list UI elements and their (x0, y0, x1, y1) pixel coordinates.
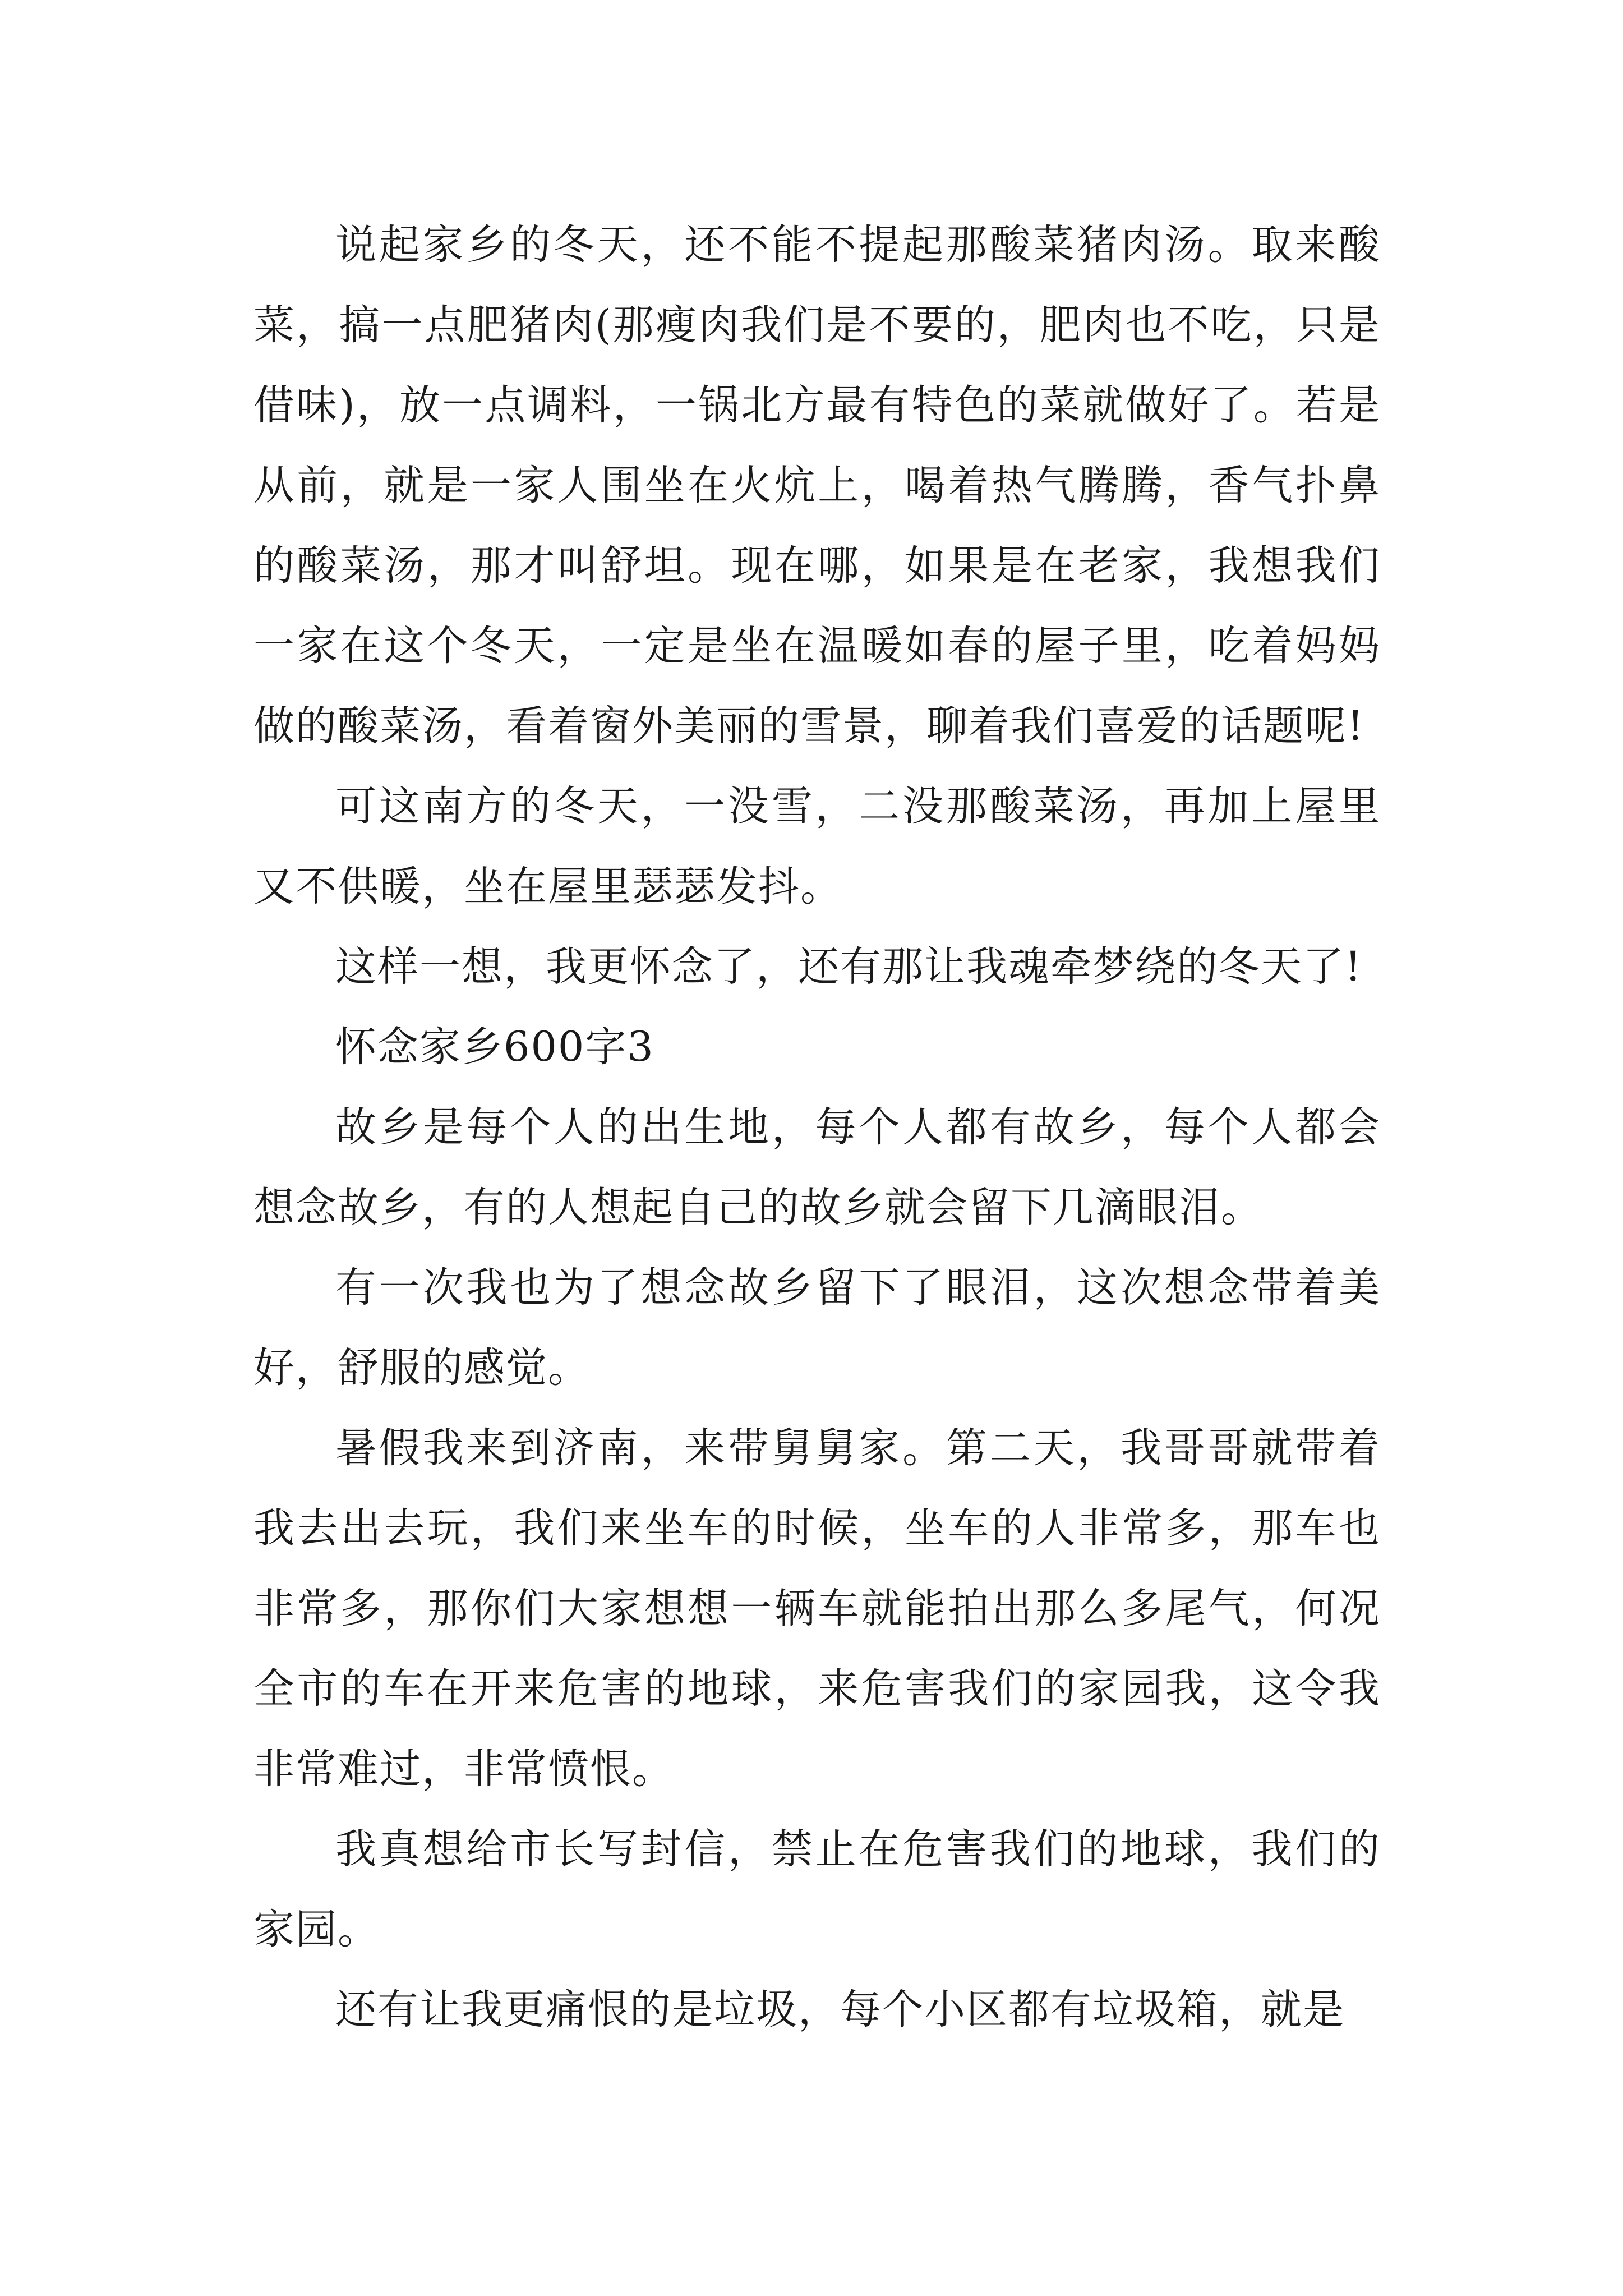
paragraph: 这样一想，我更怀念了，还有那让我魂牵梦绕的冬天了! (335, 943, 1363, 991)
paragraph: 可这南方的冬天，一没雪，二没那酸菜汤，再加上屋里又不供暖，坐在屋里瑟瑟发抖。 (253, 783, 1381, 910)
paragraph: 还有让我更痛恨的是垃圾，每个小区都有垃圾箱，就是 (335, 1986, 1345, 2033)
paragraph: 说起家乡的冬天，还不能不提起那酸菜猪肉汤。取来酸菜，搞一点肥猪肉(那瘦肉我们是不要的，肥肉也不吃，只是借味)，放一点调料，一锅北方最有特色的菜就做好了。若是从前，就是一家人围坐在火炕上，喝着热气腾腾，香气扑鼻的酸菜汤，那才叫舒坦。现在哪，如果是在老家，我想我们一家在这个冬天，一定是坐在温暖如春的屋子里，吃着妈妈做的酸菜汤，看着窗外美丽的雪景，聊着我们喜爱的话题呢! (253, 221, 1381, 750)
paragraph: 我真想给市长写封信，禁止在危害我们的地球，我们的家园。 (253, 1825, 1381, 1953)
section-heading: 怀念家乡600字3 (335, 1023, 654, 1071)
document-body (253, 205, 1381, 2050)
paragraph: 暑假我来到济南，来带舅舅家。第二天，我哥哥就带着我去出去玩，我们来坐车的时候，坐车的人非常多，那车也非常多，那你们大家想想一辆车就能拍出那么多尾气，何况全市的车在开来危害的地球，来危害我们的家园我，这令我非常难过，非常愤恨。 (253, 1424, 1381, 1793)
paragraph: 有一次我也为了想念故乡留下了眼泪，这次想念带着美好，舒服的感觉。 (253, 1264, 1381, 1392)
paragraph: 故乡是每个人的出生地，每个人都有故乡，每个人都会想念故乡，有的人想起自己的故乡就会留下几滴眼泪。 (253, 1103, 1381, 1231)
